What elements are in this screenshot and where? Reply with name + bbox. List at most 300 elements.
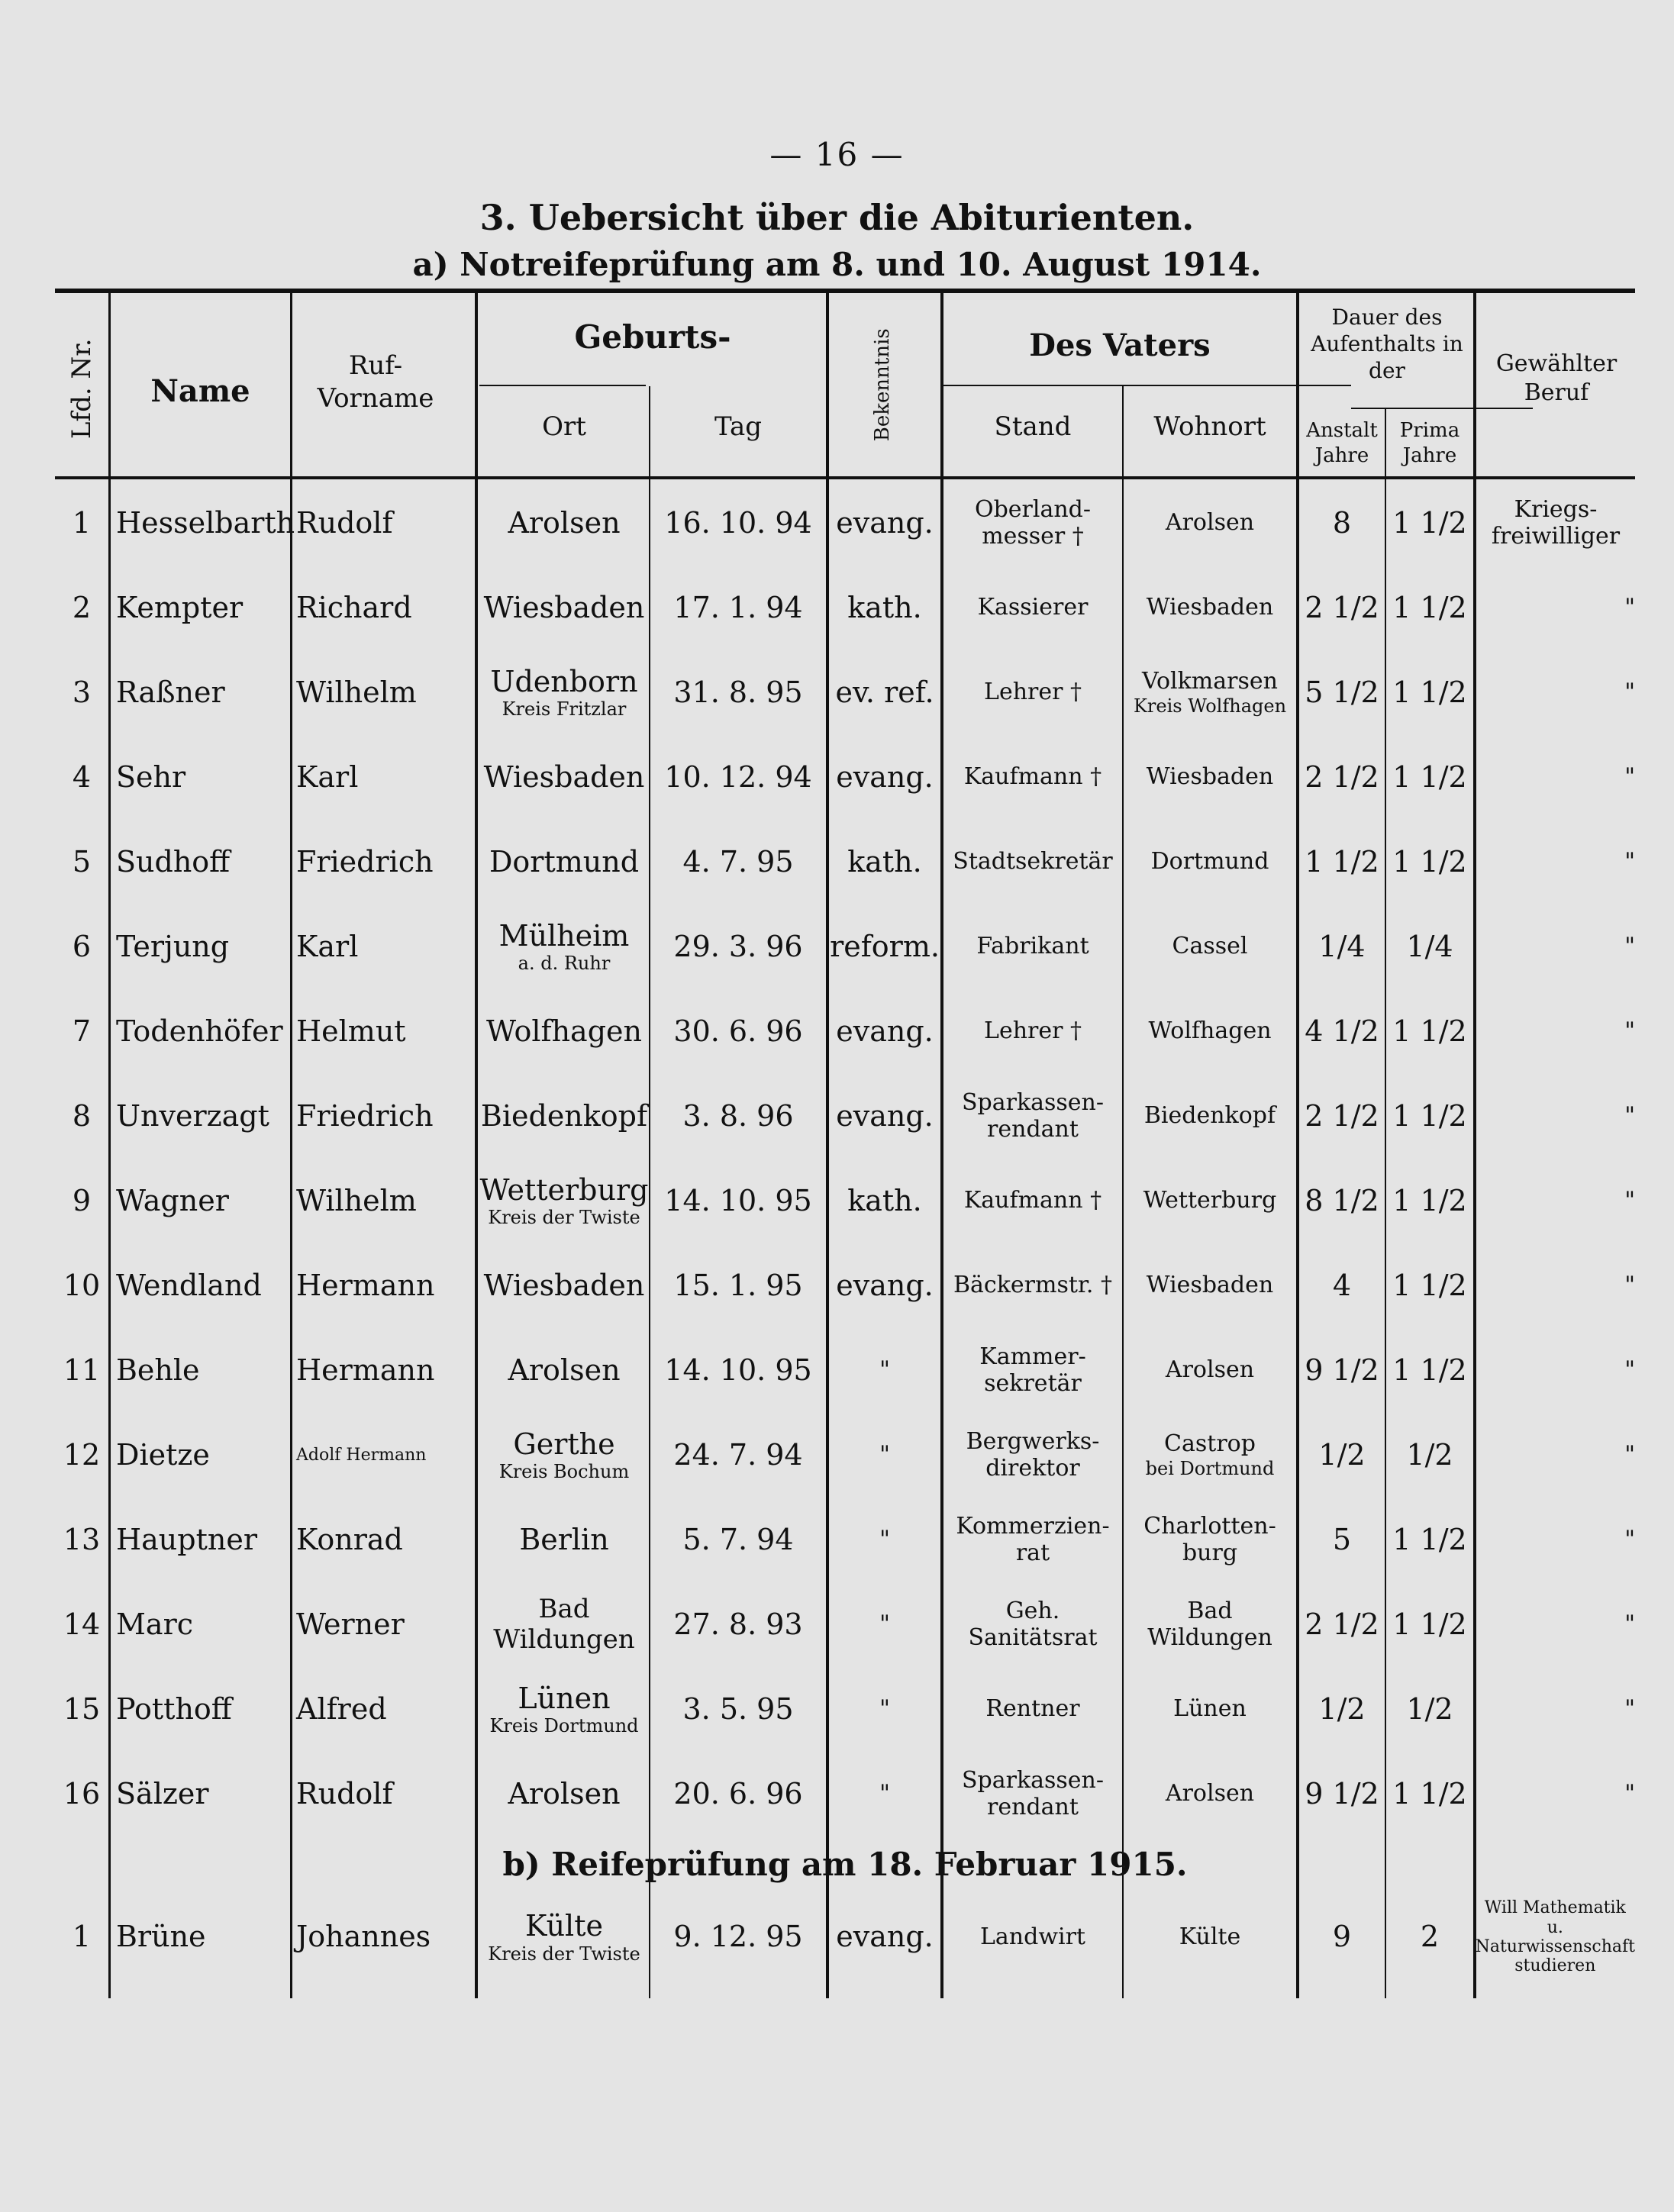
cell-vorname — [296, 1328, 473, 1413]
cell-wohnort-text: Wolfhagen — [1148, 1017, 1272, 1045]
cell-beruf — [1476, 481, 1635, 566]
cell-anstalt-text: 4 1/2 — [1305, 1014, 1379, 1048]
cell-anstalt — [1299, 650, 1385, 735]
cell-wohnort — [1124, 820, 1296, 904]
cell-tag — [652, 1498, 824, 1582]
cell-beruf — [1476, 1891, 1635, 1983]
cell-nr-text: 15 — [63, 1691, 101, 1726]
cell-anstalt — [1299, 1074, 1385, 1159]
header-anstalt: Anstalt Jahre — [1306, 419, 1378, 467]
cell-prima — [1386, 735, 1473, 820]
cell-bek — [829, 1498, 940, 1582]
cell-bek — [829, 1667, 940, 1752]
cell-name-text: Wendland — [116, 1268, 262, 1302]
cell-wohnort-text: Bad Wildungen — [1147, 1598, 1272, 1651]
cell-bek-text: evang. — [836, 505, 934, 540]
cell-anstalt-text: 9 1/2 — [1305, 1353, 1379, 1387]
cell-name-text: Sälzer — [116, 1776, 209, 1811]
cell-stand — [943, 1074, 1122, 1159]
cell-wohnort-text: Dortmund — [1150, 848, 1269, 875]
cell-prima-text: 1 1/2 — [1392, 675, 1467, 709]
cell-bek — [829, 1243, 940, 1328]
cell-bek-text: evang. — [836, 759, 934, 794]
page-number: — 16 — — [769, 136, 905, 173]
cell-ort — [479, 1891, 649, 1983]
cell-anstalt-text: 5 — [1332, 1522, 1352, 1556]
cell-tag-text: 16. 10. 94 — [664, 505, 812, 540]
cell-ort-text: Bad Wildungen — [493, 1594, 635, 1655]
cell-tag-text: 20. 6. 96 — [673, 1776, 803, 1811]
cell-anstalt-text: 9 1/2 — [1305, 1776, 1379, 1811]
cell-ort — [479, 481, 649, 566]
cell-beruf — [1476, 904, 1635, 989]
cell-beruf — [1476, 735, 1635, 820]
cell-bek — [829, 820, 940, 904]
cell-stand — [943, 1413, 1122, 1498]
cell-ort — [479, 1413, 649, 1498]
cell-nr — [55, 1243, 108, 1328]
cell-vorname — [296, 1498, 473, 1582]
cell-stand — [943, 1891, 1122, 1983]
cell-prima — [1386, 1498, 1473, 1582]
cell-vorname — [296, 904, 473, 989]
cell-vorname — [296, 650, 473, 735]
cell-anstalt — [1299, 1891, 1385, 1983]
cell-anstalt — [1299, 904, 1385, 989]
cell-beruf-text: " — [1624, 1611, 1635, 1638]
cell-name-text: Kempter — [116, 590, 244, 624]
cell-wohnort — [1124, 481, 1296, 566]
cell-beruf — [1476, 1582, 1635, 1667]
dauer-rule — [1351, 408, 1533, 409]
cell-ort — [479, 1752, 649, 1836]
cell-beruf — [1476, 1667, 1635, 1752]
cell-name — [116, 1582, 289, 1667]
cell-ort_sub-subtext: Kreis Bochum — [498, 1461, 630, 1483]
cell-wohnort — [1124, 1159, 1296, 1243]
cell-stand-text: Landwirt — [979, 1923, 1085, 1950]
cell-stand — [943, 1667, 1122, 1752]
cell-stand-text: Kaufmann † — [963, 763, 1102, 791]
cell-nr — [55, 1328, 108, 1413]
cell-name — [116, 566, 289, 650]
cell-wohnort_sub-subtext: bei Dortmund — [1145, 1457, 1275, 1479]
cell-tag-text: 14. 10. 95 — [664, 1353, 812, 1387]
cell-beruf-text: " — [1624, 848, 1635, 875]
cell-wohnort — [1124, 989, 1296, 1074]
cell-prima — [1386, 1667, 1473, 1752]
cell-prima-text: 1 1/2 — [1392, 1268, 1467, 1302]
cell-nr-text: 1 — [72, 1920, 92, 1954]
cell-vorname — [296, 481, 473, 566]
cell-nr — [55, 650, 108, 735]
header-dauer: Dauer des Aufenthalts in der — [1311, 305, 1463, 383]
cell-anstalt-text: 4 — [1332, 1268, 1352, 1302]
cell-vorname-text: Rudolf — [296, 505, 393, 540]
cell-beruf-text: " — [1624, 1017, 1635, 1045]
cell-anstalt — [1299, 1328, 1385, 1413]
cell-tag-text: 30. 6. 96 — [673, 1014, 803, 1048]
cell-nr-text: 10 — [63, 1268, 101, 1302]
cell-anstalt-text: 2 1/2 — [1305, 759, 1379, 794]
cell-tag — [652, 1413, 824, 1498]
cell-bek-text: reform. — [830, 929, 940, 963]
cell-stand — [943, 820, 1122, 904]
cell-name — [116, 1752, 289, 1836]
cell-tag-text: 5. 7. 94 — [682, 1522, 794, 1556]
cell-prima-text: 1 1/2 — [1392, 844, 1467, 879]
cell-name-text: Sudhoff — [116, 844, 231, 879]
cell-wohnort — [1124, 1891, 1296, 1983]
cell-anstalt — [1299, 1159, 1385, 1243]
cell-beruf-text: " — [1624, 1695, 1635, 1723]
cell-vorname-text: Friedrich — [296, 844, 434, 879]
cell-nr-text: 1 — [72, 505, 92, 540]
cell-bek-text: " — [879, 1695, 890, 1723]
cell-wohnort — [1124, 1498, 1296, 1582]
cell-nr-text: 4 — [72, 759, 92, 794]
cell-anstalt — [1299, 1498, 1385, 1582]
cell-ort-text: Arolsen — [508, 505, 621, 540]
cell-prima-text: 1 1/2 — [1392, 1098, 1467, 1133]
cell-wohnort-text: Biedenkopf — [1143, 1102, 1276, 1130]
cell-wohnort-text: Castrop — [1164, 1430, 1256, 1458]
cell-ort_sub-subtext: Kreis Fritzlar — [502, 698, 627, 721]
cell-vorname-text: Wilhelm — [296, 675, 417, 709]
vaters-rule — [943, 385, 1351, 386]
cell-bek-text: evang. — [836, 1014, 934, 1048]
cell-name — [116, 1413, 289, 1498]
cell-beruf-text: Will Mathematik u. Naturwissenschaft studieren — [1475, 1898, 1636, 1976]
cell-beruf-text: " — [1624, 763, 1635, 791]
cell-bek — [829, 1891, 940, 1983]
cell-beruf — [1476, 1328, 1635, 1413]
cell-prima — [1386, 820, 1473, 904]
cell-wohnort-text: Wetterburg — [1143, 1187, 1277, 1214]
cell-name — [116, 1498, 289, 1582]
cell-wohnort — [1124, 1752, 1296, 1836]
cell-nr-text: 6 — [72, 929, 92, 963]
cell-prima-text: 1 1/2 — [1392, 1607, 1467, 1641]
cell-prima — [1386, 481, 1473, 566]
cell-wohnort-text: Charlotten-burg — [1143, 1513, 1276, 1566]
cell-beruf-text: " — [1624, 1526, 1635, 1553]
cell-tag-text: 17. 1. 94 — [673, 590, 803, 624]
cell-anstalt — [1299, 1243, 1385, 1328]
cell-ort-text: Wiesbaden — [483, 590, 645, 624]
cell-anstalt-text: 9 — [1332, 1920, 1352, 1954]
cell-nr-text: 9 — [72, 1183, 92, 1217]
cell-name-text: Unverzagt — [116, 1098, 269, 1133]
cell-prima-text: 1/2 — [1406, 1691, 1453, 1726]
cell-beruf-text: " — [1624, 1780, 1635, 1807]
cell-stand-text: Geh. Sanitätsrat — [968, 1598, 1098, 1651]
col-rule — [649, 386, 650, 1998]
col-rule — [475, 289, 478, 1998]
cell-prima-text: 1/4 — [1406, 929, 1453, 963]
cell-stand-text: Bergwerks-direktor — [966, 1428, 1100, 1482]
cell-stand — [943, 989, 1122, 1074]
header-tag: Tag — [714, 411, 763, 442]
cell-prima-text: 1 1/2 — [1392, 1776, 1467, 1811]
cell-beruf — [1476, 989, 1635, 1074]
cell-vorname-text: Johannes — [296, 1920, 431, 1954]
cell-nr — [55, 481, 108, 566]
cell-tag — [652, 1074, 824, 1159]
header-wohnort: Wohnort — [1153, 411, 1266, 442]
page-title: 3. Uebersicht über die Abiturienten. — [479, 197, 1195, 238]
cell-nr — [55, 1582, 108, 1667]
cell-wohnort — [1124, 1582, 1296, 1667]
cell-vorname — [296, 1074, 473, 1159]
cell-vorname-text: Hermann — [296, 1268, 435, 1302]
cell-wohnort_sub-subtext: Kreis Wolfhagen — [1133, 695, 1287, 717]
cell-ort — [479, 989, 649, 1074]
cell-anstalt — [1299, 1582, 1385, 1667]
cell-anstalt — [1299, 481, 1385, 566]
cell-bek-text: " — [879, 1526, 890, 1553]
cell-vorname-text: Werner — [296, 1607, 405, 1641]
cell-nr — [55, 1891, 108, 1983]
cell-name — [116, 650, 289, 735]
cell-name-text: Dietze — [116, 1437, 210, 1472]
cell-beruf-text: Kriegs-freiwilliger — [1491, 496, 1621, 550]
cell-anstalt-text: 1/2 — [1318, 1691, 1366, 1726]
cell-stand — [943, 650, 1122, 735]
cell-wohnort — [1124, 566, 1296, 650]
cell-bek — [829, 481, 940, 566]
cell-ort — [479, 820, 649, 904]
cell-ort — [479, 566, 649, 650]
cell-nr-text: 2 — [72, 590, 92, 624]
cell-vorname — [296, 820, 473, 904]
cell-tag-text: 15. 1. 95 — [673, 1268, 803, 1302]
cell-vorname — [296, 735, 473, 820]
cell-beruf-text: " — [1624, 1356, 1635, 1384]
cell-bek-text: " — [879, 1441, 890, 1469]
cell-beruf — [1476, 1752, 1635, 1836]
cell-ort-text: Wiesbaden — [483, 759, 645, 794]
cell-nr-text: 3 — [72, 675, 92, 709]
cell-anstalt-text: 8 1/2 — [1305, 1183, 1379, 1217]
cell-vorname — [296, 1667, 473, 1752]
cell-tag-text: 10. 12. 94 — [664, 759, 812, 794]
cell-beruf-text: " — [1624, 933, 1635, 960]
cell-ort-text: Berlin — [519, 1522, 609, 1556]
section-b-title: b) Reifeprüfung am 18. Februar 1915. — [502, 1846, 1188, 1883]
cell-name-text: Terjung — [116, 929, 230, 963]
cell-wohnort — [1124, 650, 1296, 735]
cell-beruf-text: " — [1624, 679, 1635, 706]
cell-anstalt — [1299, 735, 1385, 820]
cell-tag-text: 9. 12. 95 — [673, 1920, 803, 1954]
cell-prima — [1386, 1752, 1473, 1836]
cell-ort-text: Külte — [525, 1909, 603, 1943]
cell-vorname — [296, 1752, 473, 1836]
cell-stand — [943, 1243, 1122, 1328]
cell-anstalt-text: 1/4 — [1318, 929, 1366, 963]
cell-stand — [943, 1159, 1122, 1243]
cell-wohnort — [1124, 1667, 1296, 1752]
cell-stand-text: Bäckermstr. † — [953, 1272, 1113, 1299]
cell-stand — [943, 1498, 1122, 1582]
cell-name-text: Marc — [116, 1607, 194, 1641]
cell-ort — [479, 1328, 649, 1413]
cell-name — [116, 1243, 289, 1328]
cell-prima-text: 2 — [1420, 1920, 1440, 1954]
cell-prima — [1386, 650, 1473, 735]
cell-tag-text: 27. 8. 93 — [673, 1607, 803, 1641]
cell-name — [116, 481, 295, 566]
cell-ort — [479, 1159, 649, 1243]
cell-stand-text: Kammer-sekretär — [979, 1343, 1086, 1397]
cell-ort-text: Wiesbaden — [483, 1268, 645, 1302]
cell-nr-text: 14 — [63, 1607, 101, 1641]
cell-vorname-text: Hermann — [296, 1353, 435, 1387]
cell-beruf-text: " — [1624, 594, 1635, 621]
cell-ort-text: Gerthe — [513, 1427, 615, 1461]
cell-name-text: Hesselbarth — [116, 505, 295, 540]
cell-vorname-text: Richard — [296, 590, 412, 624]
cell-prima-text: 1 1/2 — [1392, 590, 1467, 624]
cell-prima — [1386, 1243, 1473, 1328]
cell-anstalt — [1299, 566, 1385, 650]
cell-wohnort — [1124, 1413, 1296, 1498]
cell-prima-text: 1 1/2 — [1392, 1353, 1467, 1387]
cell-tag — [652, 1891, 824, 1983]
col-rule — [108, 289, 111, 1998]
cell-prima-text: 1 1/2 — [1392, 505, 1467, 540]
cell-wohnort — [1124, 904, 1296, 989]
cell-bek-text: ev. ref. — [835, 675, 934, 709]
header-geburts: Geburts- — [574, 318, 731, 356]
cell-stand-text: Sparkassen-rendant — [961, 1767, 1105, 1820]
cell-anstalt — [1299, 1413, 1385, 1498]
cell-tag-text: 31. 8. 95 — [673, 675, 803, 709]
cell-vorname-text: Alfred — [296, 1691, 387, 1726]
cell-anstalt-text: 8 — [1332, 505, 1352, 540]
header-rufvorname: Ruf-Vorname — [317, 350, 434, 414]
cell-bek — [829, 1752, 940, 1836]
cell-wohnort — [1124, 1328, 1296, 1413]
cell-tag — [652, 1243, 824, 1328]
cell-tag — [652, 989, 824, 1074]
cell-tag — [652, 650, 824, 735]
cell-ort — [479, 1582, 649, 1667]
cell-name — [116, 1328, 289, 1413]
cell-vorname-text: Karl — [296, 929, 359, 963]
cell-stand — [943, 735, 1122, 820]
cell-nr — [55, 904, 108, 989]
cell-ort — [479, 735, 649, 820]
cell-nr — [55, 1752, 108, 1836]
cell-ort — [479, 1498, 649, 1582]
cell-wohnort-text: Cassel — [1172, 933, 1248, 960]
cell-wohnort-text: Arolsen — [1165, 1356, 1255, 1384]
cell-nr — [55, 1159, 108, 1243]
cell-ort-text: Arolsen — [508, 1776, 621, 1811]
cell-name — [116, 904, 289, 989]
cell-nr-text: 8 — [72, 1098, 92, 1133]
cell-nr — [55, 566, 108, 650]
cell-bek — [829, 1582, 940, 1667]
cell-nr-text: 5 — [72, 844, 92, 879]
cell-stand-text: Kaufmann † — [963, 1187, 1102, 1214]
cell-ort — [479, 1074, 649, 1159]
cell-anstalt-text: 2 1/2 — [1305, 590, 1379, 624]
cell-tag — [652, 735, 824, 820]
section-a-title: a) Notreifeprüfung am 8. und 10. August 1914. — [412, 246, 1262, 283]
cell-ort_sub-subtext: Kreis der Twiste — [488, 1207, 640, 1229]
cell-vorname-text: Adolf Hermann — [296, 1445, 427, 1465]
cell-prima — [1386, 904, 1473, 989]
cell-vorname — [296, 1243, 473, 1328]
cell-prima-text: 1 1/2 — [1392, 759, 1467, 794]
cell-bek — [829, 1074, 940, 1159]
cell-name — [116, 989, 289, 1074]
cell-nr — [55, 735, 108, 820]
cell-stand-text: Lehrer † — [984, 679, 1082, 706]
header-des-vaters: Des Vaters — [1029, 327, 1211, 363]
cell-anstalt — [1299, 989, 1385, 1074]
cell-ort-text: Arolsen — [508, 1353, 621, 1387]
cell-wohnort-text: Wiesbaden — [1146, 594, 1274, 621]
cell-nr — [55, 989, 108, 1074]
cell-nr — [55, 1074, 108, 1159]
cell-wohnort-text: Volkmarsen — [1142, 668, 1278, 695]
cell-name — [116, 1667, 289, 1752]
cell-stand — [943, 1752, 1122, 1836]
cell-vorname-text: Friedrich — [296, 1098, 434, 1133]
cell-prima-text: 1/2 — [1406, 1437, 1453, 1472]
cell-beruf-text: " — [1624, 1272, 1635, 1299]
cell-stand — [943, 904, 1122, 989]
cell-name — [116, 1074, 289, 1159]
cell-tag-text: 14. 10. 95 — [664, 1183, 812, 1217]
header-prima: Prima Jahre — [1399, 419, 1460, 467]
cell-stand-text: Rentner — [985, 1695, 1080, 1723]
cell-nr-text: 12 — [63, 1437, 101, 1472]
cell-nr — [55, 1498, 108, 1582]
cell-name-text: Todenhöfer — [116, 1014, 283, 1048]
cell-tag-text: 3. 8. 96 — [682, 1098, 794, 1133]
cell-vorname — [296, 1891, 473, 1983]
cell-vorname — [296, 1159, 473, 1243]
cell-beruf — [1476, 566, 1635, 650]
cell-stand — [943, 566, 1122, 650]
cell-beruf — [1476, 1074, 1635, 1159]
cell-beruf — [1476, 1498, 1635, 1582]
cell-name — [116, 820, 289, 904]
cell-tag-text: 29. 3. 96 — [673, 929, 803, 963]
cell-nr-text: 11 — [63, 1353, 101, 1387]
cell-bek — [829, 735, 940, 820]
cell-wohnort — [1124, 1074, 1296, 1159]
cell-bek-text: " — [879, 1780, 890, 1807]
cell-name — [116, 1891, 289, 1983]
cell-ort-text: Dortmund — [489, 844, 640, 879]
cell-beruf — [1476, 650, 1635, 735]
cell-ort_sub-subtext: Kreis Dortmund — [489, 1715, 639, 1737]
cell-wohnort-text: Külte — [1179, 1923, 1241, 1950]
cell-bek-text: kath. — [847, 590, 922, 624]
cell-ort — [479, 1243, 649, 1328]
header-stand: Stand — [994, 411, 1072, 442]
cell-stand-text: Sparkassen-rendant — [961, 1089, 1105, 1143]
cell-vorname — [296, 566, 473, 650]
cell-prima — [1386, 1074, 1473, 1159]
cell-wohnort — [1124, 1243, 1296, 1328]
